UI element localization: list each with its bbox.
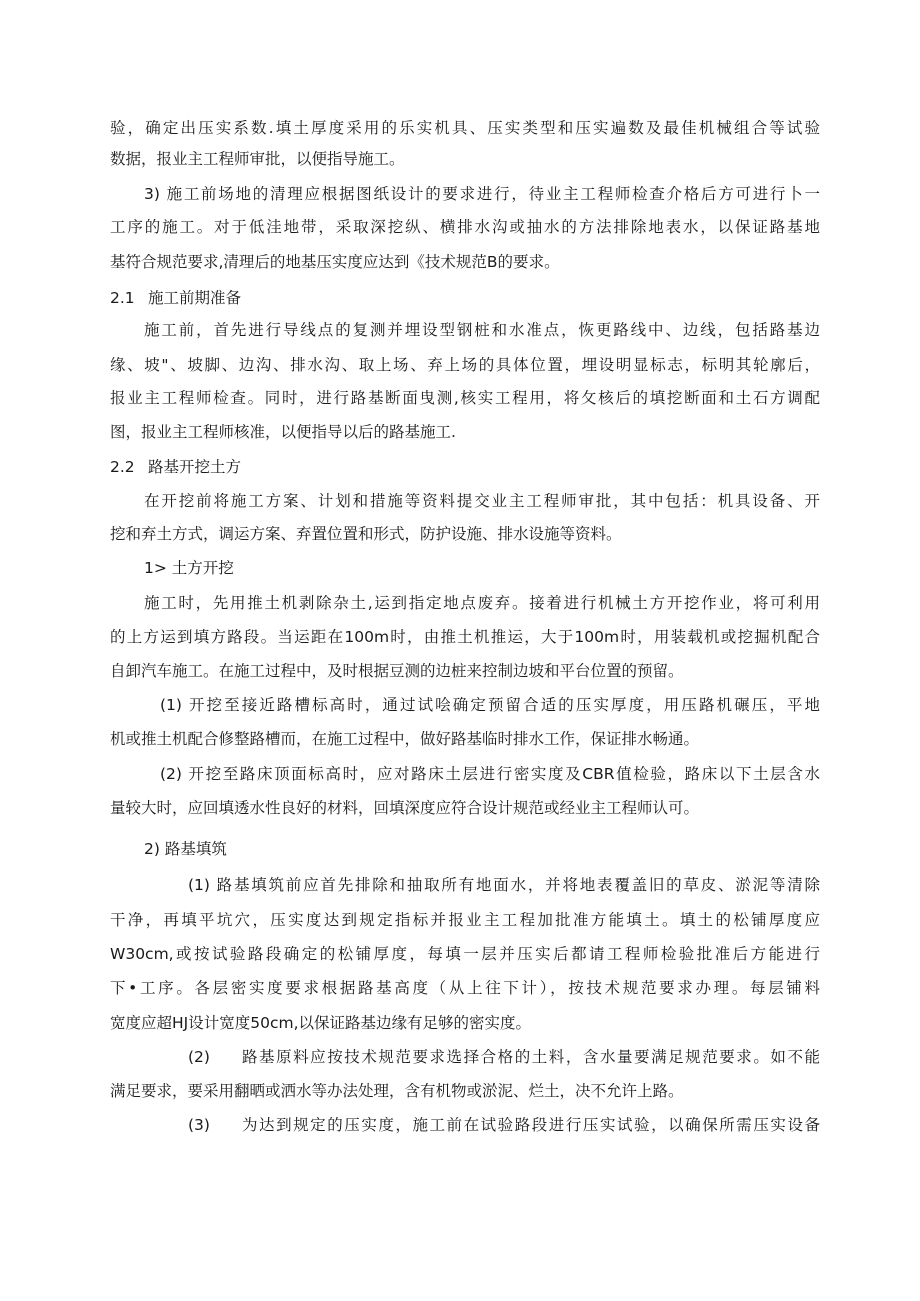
paragraph-line: 挖和弃土方式，调运方案、弃置位置和形式，防护设施、排水设施等资料。 — [110, 525, 622, 543]
section-number: 2.1 — [110, 289, 135, 307]
section-heading-2-2 — [110, 456, 241, 478]
paragraph-line: 宽度应超HJ设计宽度50cm,以保证路基边缘有足够的密实度。 — [110, 1014, 531, 1032]
paragraph-line: (2) 开挖至路床顶面标高时，应对路床土层进行密实度及CBR值检验，路床以下土层含水 — [160, 765, 820, 783]
list-number: (3) — [188, 1116, 210, 1134]
paragraph-line: 路基原料应按技术规范要求选择合格的土料，含水量要满足规范要求。如不能 — [242, 1048, 820, 1066]
paragraph-line: 干净，再填平坑穴，压实度达到规定指标并报业主工程加批准方能填土。填土的松铺厚度应 — [110, 911, 820, 929]
section-title: 施工前期准备 — [148, 289, 242, 307]
paragraph-line: 施工前，首先进行导线点的复测并埋设型钢桩和水准点，恢更路线中、边线，包括路基边 — [144, 321, 820, 339]
section-number: 2.2 — [110, 458, 135, 476]
subsection-heading: 1> 土方开挖 — [144, 559, 234, 577]
paragraph-line: 报业主工程师检查。同时，进行路基断面曳测,核实工程用，将攵核后的填挖断面和土石方调配 — [110, 389, 820, 407]
paragraph-line: 图，报业主工程师核准，以便指导以后的路基施工. — [110, 423, 456, 441]
paragraph-line: 基符合规范要求,清理后的地基压实度应达到《技术规范B的要求。 — [110, 253, 560, 271]
subsection-heading: 2) 路基填筑 — [144, 840, 227, 858]
paragraph-line: 下•工序。各层密实度要求根据路基高度（从上往下计），按技术规范要求办理。每层铺料 — [110, 979, 820, 997]
paragraph-line: 的上方运到填方路段。当运距在100m时，由推土机推运，大于100m时，用装载机或挖掘机配合 — [110, 628, 820, 646]
paragraph-line: 验，确定出压实系数.填土厚度采用的乐实机具、压实类型和压实遍数及最佳机械组合等试验 — [110, 119, 820, 137]
paragraph-line: 满足要求，要采用翻晒或洒水等办法处理，含有机物或淤泥、烂土，决不允许上路。 — [110, 1082, 684, 1100]
paragraph-line: (1) 路基填筑前应首先排除和抽取所有地面水，并将地表覆盖旧的草皮、淤泥等清除 — [188, 876, 820, 894]
paragraph-line: 数据，报业主工程师审批，以便指导施工。 — [110, 150, 405, 168]
paragraph-line: 机或推土机配合修整路槽而，在施工过程中，做好路基临时排水工作，保证排水畅通。 — [110, 730, 700, 748]
paragraph-line: 缘、坡"、坡脚、边沟、排水沟、取上场、弃上场的具体位置，埋设明显标志，标明其轮廓后， — [110, 356, 820, 374]
paragraph-line: (1) 开挖至接近路槽标高时，通过试哙确定预留合适的压实厚度，用压路机碾压，平地 — [160, 696, 820, 714]
paragraph-line: 在开挖前将施工方案、计划和措施等资料提交业主工程师审批，其中包括：机具设备、开 — [144, 492, 820, 510]
paragraph-line: 自卸汽车施工。在施工过程中，及时根据豆测的边桩来控制边坡和平台位置的预留。 — [110, 662, 684, 680]
paragraph-line: W30cm,或按试验路段确定的松铺厚度，每填一层并压实后都请工程师检验批准后方能进行 — [110, 945, 820, 963]
paragraph-line: 为达到规定的压实度，施工前在试验路段进行压实试验，以确保所需压实设备 — [242, 1116, 820, 1134]
paragraph-line: 工序的施工。对于低洼地带，采取深挖纵、横排水沟或抽水的方法排除地表水，以保证路基地 — [110, 218, 820, 236]
paragraph-line: 量较大时，应回填透水性良好的材料，回填深度应符合设计规范或经业主工程师认可。 — [110, 799, 700, 817]
list-number: (2) — [188, 1048, 210, 1066]
paragraph-line: 施工时，先用推土机剥除杂土,运到指定地点废弃。接着进行机械土方开挖作业，将可利用 — [144, 594, 820, 612]
paragraph-line: 3) 施工前场地的清理应根据图纸设计的要求进行，待业主工程师检查介格后方可进行卜一 — [144, 185, 820, 203]
section-heading-2-1 — [110, 287, 241, 309]
section-title: 路基开挖土方 — [148, 458, 242, 476]
